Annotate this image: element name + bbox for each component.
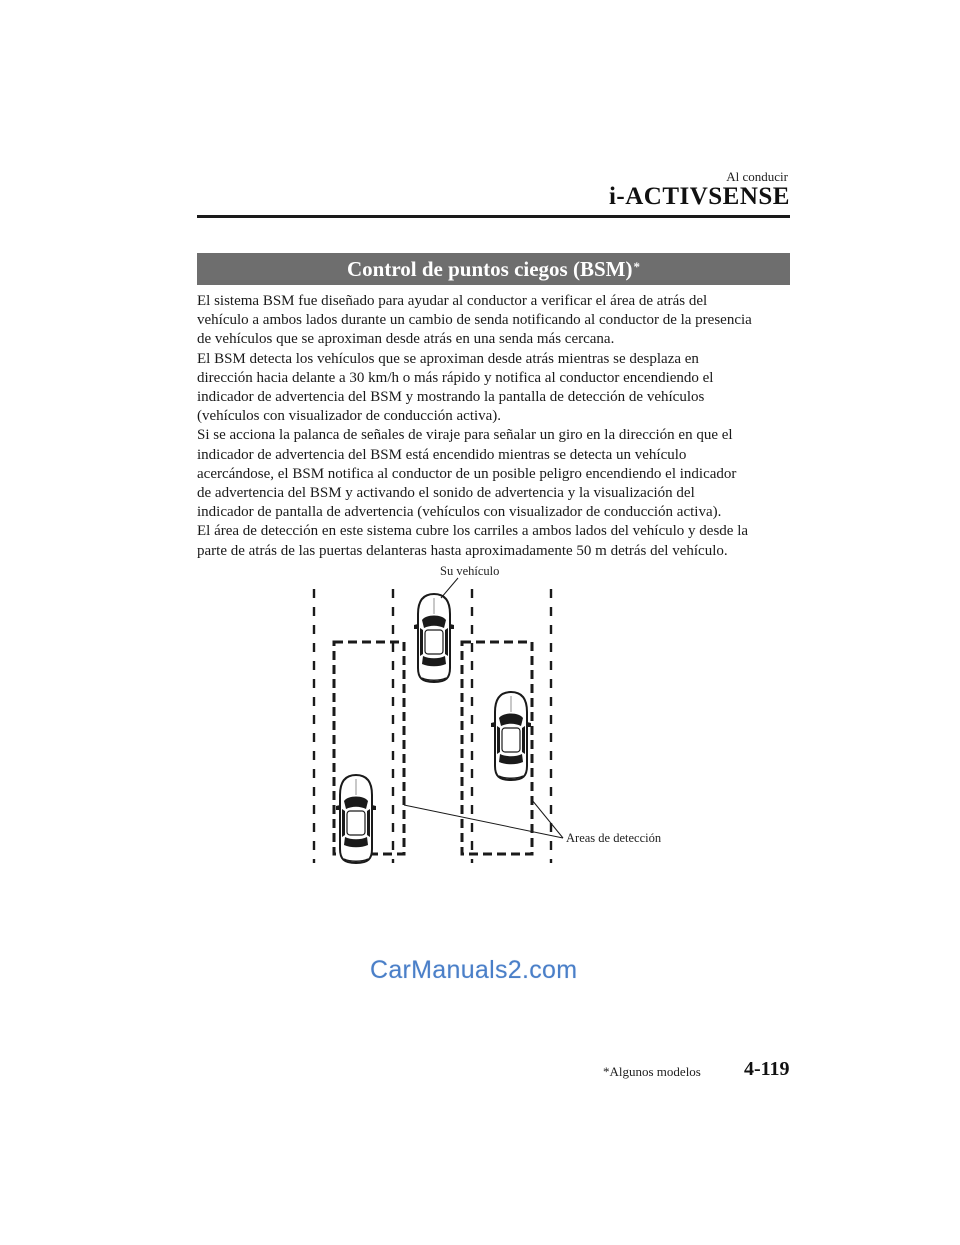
body-line: de advertencia del BSM y activando el sonido de advertencia y la visualización del: [197, 485, 695, 502]
body-line: parte de atrás de las puertas delanteras hasta aproximadamente 50 m detrás del vehículo.: [197, 542, 728, 559]
callout-detection-left: [404, 805, 563, 838]
body-line: acercándose, el BSM notifica al conductor de un posible peligro encendiendo el indicador: [197, 465, 737, 482]
body-line: indicador de pantalla de advertencia (vehículos con visualizador de conducción activa).: [197, 504, 722, 521]
chapter-title: i-ACTIVSENSE: [608, 183, 790, 210]
body-line: indicador de advertencia del BSM y mostrando la pantalla de detección de vehículos: [197, 389, 705, 406]
approaching-vehicle-left: [336, 775, 376, 863]
watermark: CarManuals2.com: [370, 956, 578, 984]
body-line: (vehículos con visualizador de conducción activa).: [197, 408, 502, 425]
label-detection-areas: Areas de detección: [566, 831, 662, 845]
section-title-mark: *: [633, 259, 640, 274]
own-vehicle: [414, 594, 454, 682]
label-own-vehicle: Su vehículo: [440, 564, 500, 578]
body-line: El sistema BSM fue diseñado para ayudar al conductor a verificar el área de atrás del: [197, 293, 708, 309]
body-line: indicador de advertencia del BSM está encendido mientras se detecta un vehículo: [197, 446, 687, 463]
body-line: El BSM detecta los vehículos que se aproximan desde atrás mientras se desplaza en: [197, 350, 699, 367]
callout-own-vehicle: [441, 578, 458, 598]
body-line: Si se acciona la palanca de señales de viraje para señalar un giro en la dirección en que el: [197, 427, 733, 444]
section-label: Al conducir: [726, 169, 788, 184]
footnote: *Algunos modelos: [603, 1064, 701, 1079]
body-line: dirección hacia delante a 30 km/h o más rápido y notifica al conductor encendiendo el: [197, 369, 714, 386]
page-number: 4-119: [744, 1058, 790, 1080]
body-line: El área de detección en este sistema cubre los carriles a ambos lados del vehículo y desde la: [197, 523, 749, 540]
body-line: vehículo a ambos lados durante un cambio de senda notificando al conductor de la presencia: [197, 312, 752, 329]
approaching-vehicle-right: [491, 692, 531, 780]
section-title: Control de puntos ciegos (BSM): [347, 256, 633, 281]
body-line: de vehículos que se aproximan desde atrás en una senda más cercana.: [197, 331, 615, 348]
